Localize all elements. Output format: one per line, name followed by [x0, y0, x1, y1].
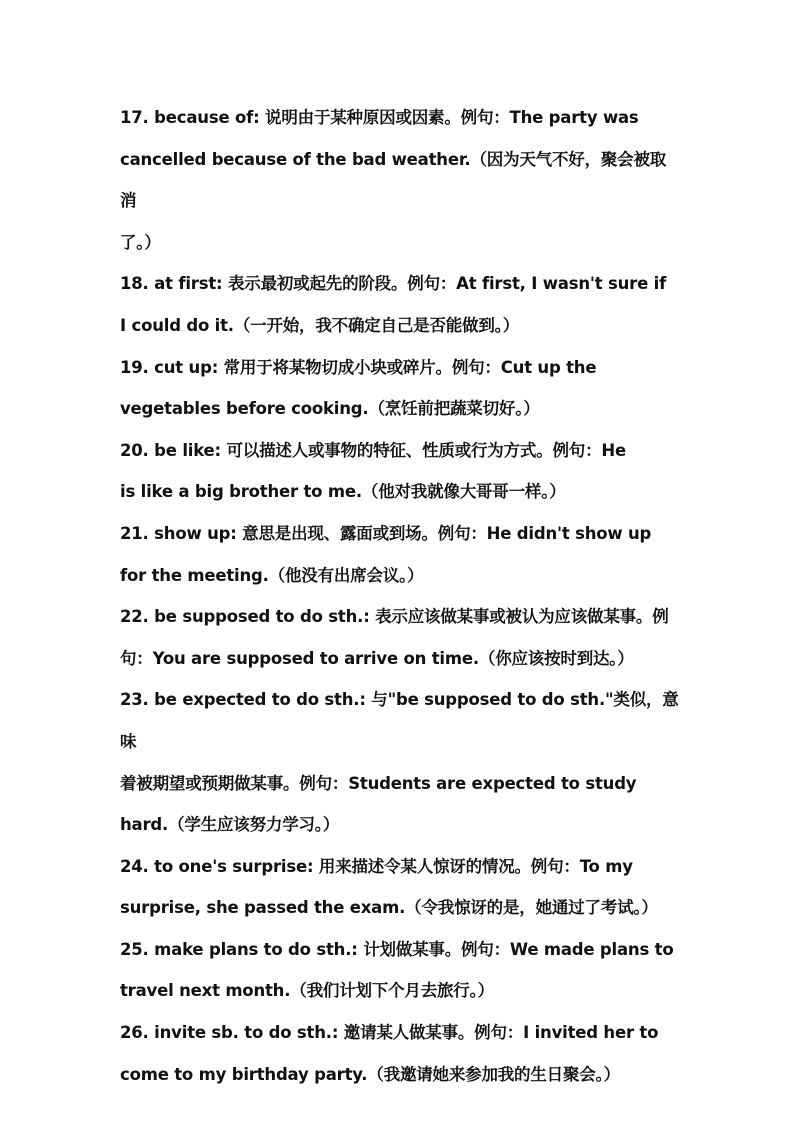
entry-line: 21. show up: 意思是出现、露面或到场。例句：He didn't show up [120, 523, 652, 543]
entry-26 [120, 1012, 680, 1095]
entry-line: cancelled because of the bad weather.（因为天气不好，聚会被取消 [120, 149, 667, 211]
entry-line: hard.（学生应该努力学习。） [120, 815, 340, 835]
entry-line: 24. to one's surprise: 用来描述令某人惊讶的情况。例句：To my [120, 856, 633, 876]
entry-line: 20. be like: 可以描述人或事物的特征、性质或行为方式。例句：He [120, 440, 626, 460]
entry-19 [120, 347, 680, 430]
entry-line: I could do it.（一开始，我不确定自己是否能做到。） [120, 315, 520, 335]
entry-25 [120, 929, 680, 1012]
entry-line: 25. make plans to do sth.: 计划做某事。例句：We made plans to [120, 939, 674, 959]
entry-line: surprise, she passed the exam.（令我惊讶的是，她通过了考试。） [120, 898, 658, 918]
entry-24 [120, 846, 680, 929]
phrase-list [120, 97, 680, 1095]
entry-line: 句：You are supposed to arrive on time.（你应该按时到达。） [120, 648, 634, 668]
entry-line: 18. at first: 表示最初或起先的阶段。例句：At first, I wasn't sure if [120, 274, 667, 294]
entry-line: vegetables before cooking.（烹饪前把蔬菜切好。） [120, 399, 540, 419]
entry-21 [120, 513, 680, 596]
entry-20 [120, 430, 680, 513]
entry-line: come to my birthday party.（我邀请她来参加我的生日聚会。） [120, 1064, 620, 1084]
entry-line: 23. be expected to do sth.: 与"be supposed to do sth."类似，意味 [120, 690, 679, 751]
entry-line: 17. because of: 说明由于某种原因或因素。例句：The party was [120, 108, 639, 127]
entry-line: travel next month.（我们计划下个月去旅行。） [120, 981, 494, 1001]
entry-line: 了。） [120, 232, 161, 252]
entry-line: for the meeting.（他没有出席会议。） [120, 565, 424, 585]
entry-17 [120, 97, 680, 263]
entry-22 [120, 596, 680, 679]
entry-line: 19. cut up: 常用于将某物切成小块或碎片。例句：Cut up the [120, 357, 597, 377]
entry-line: 22. be supposed to do sth.: 表示应该做某事或被认为应该做某事。例 [120, 607, 669, 627]
entry-line: 26. invite sb. to do sth.: 邀请某人做某事。例句：I invited her to [120, 1023, 659, 1043]
entry-line: is like a big brother to me.（他对我就像大哥哥一样。） [120, 482, 566, 502]
entry-23 [120, 679, 680, 845]
entry-18 [120, 263, 680, 346]
entry-line: 着被期望或预期做某事。例句：Students are expected to study [120, 773, 637, 793]
